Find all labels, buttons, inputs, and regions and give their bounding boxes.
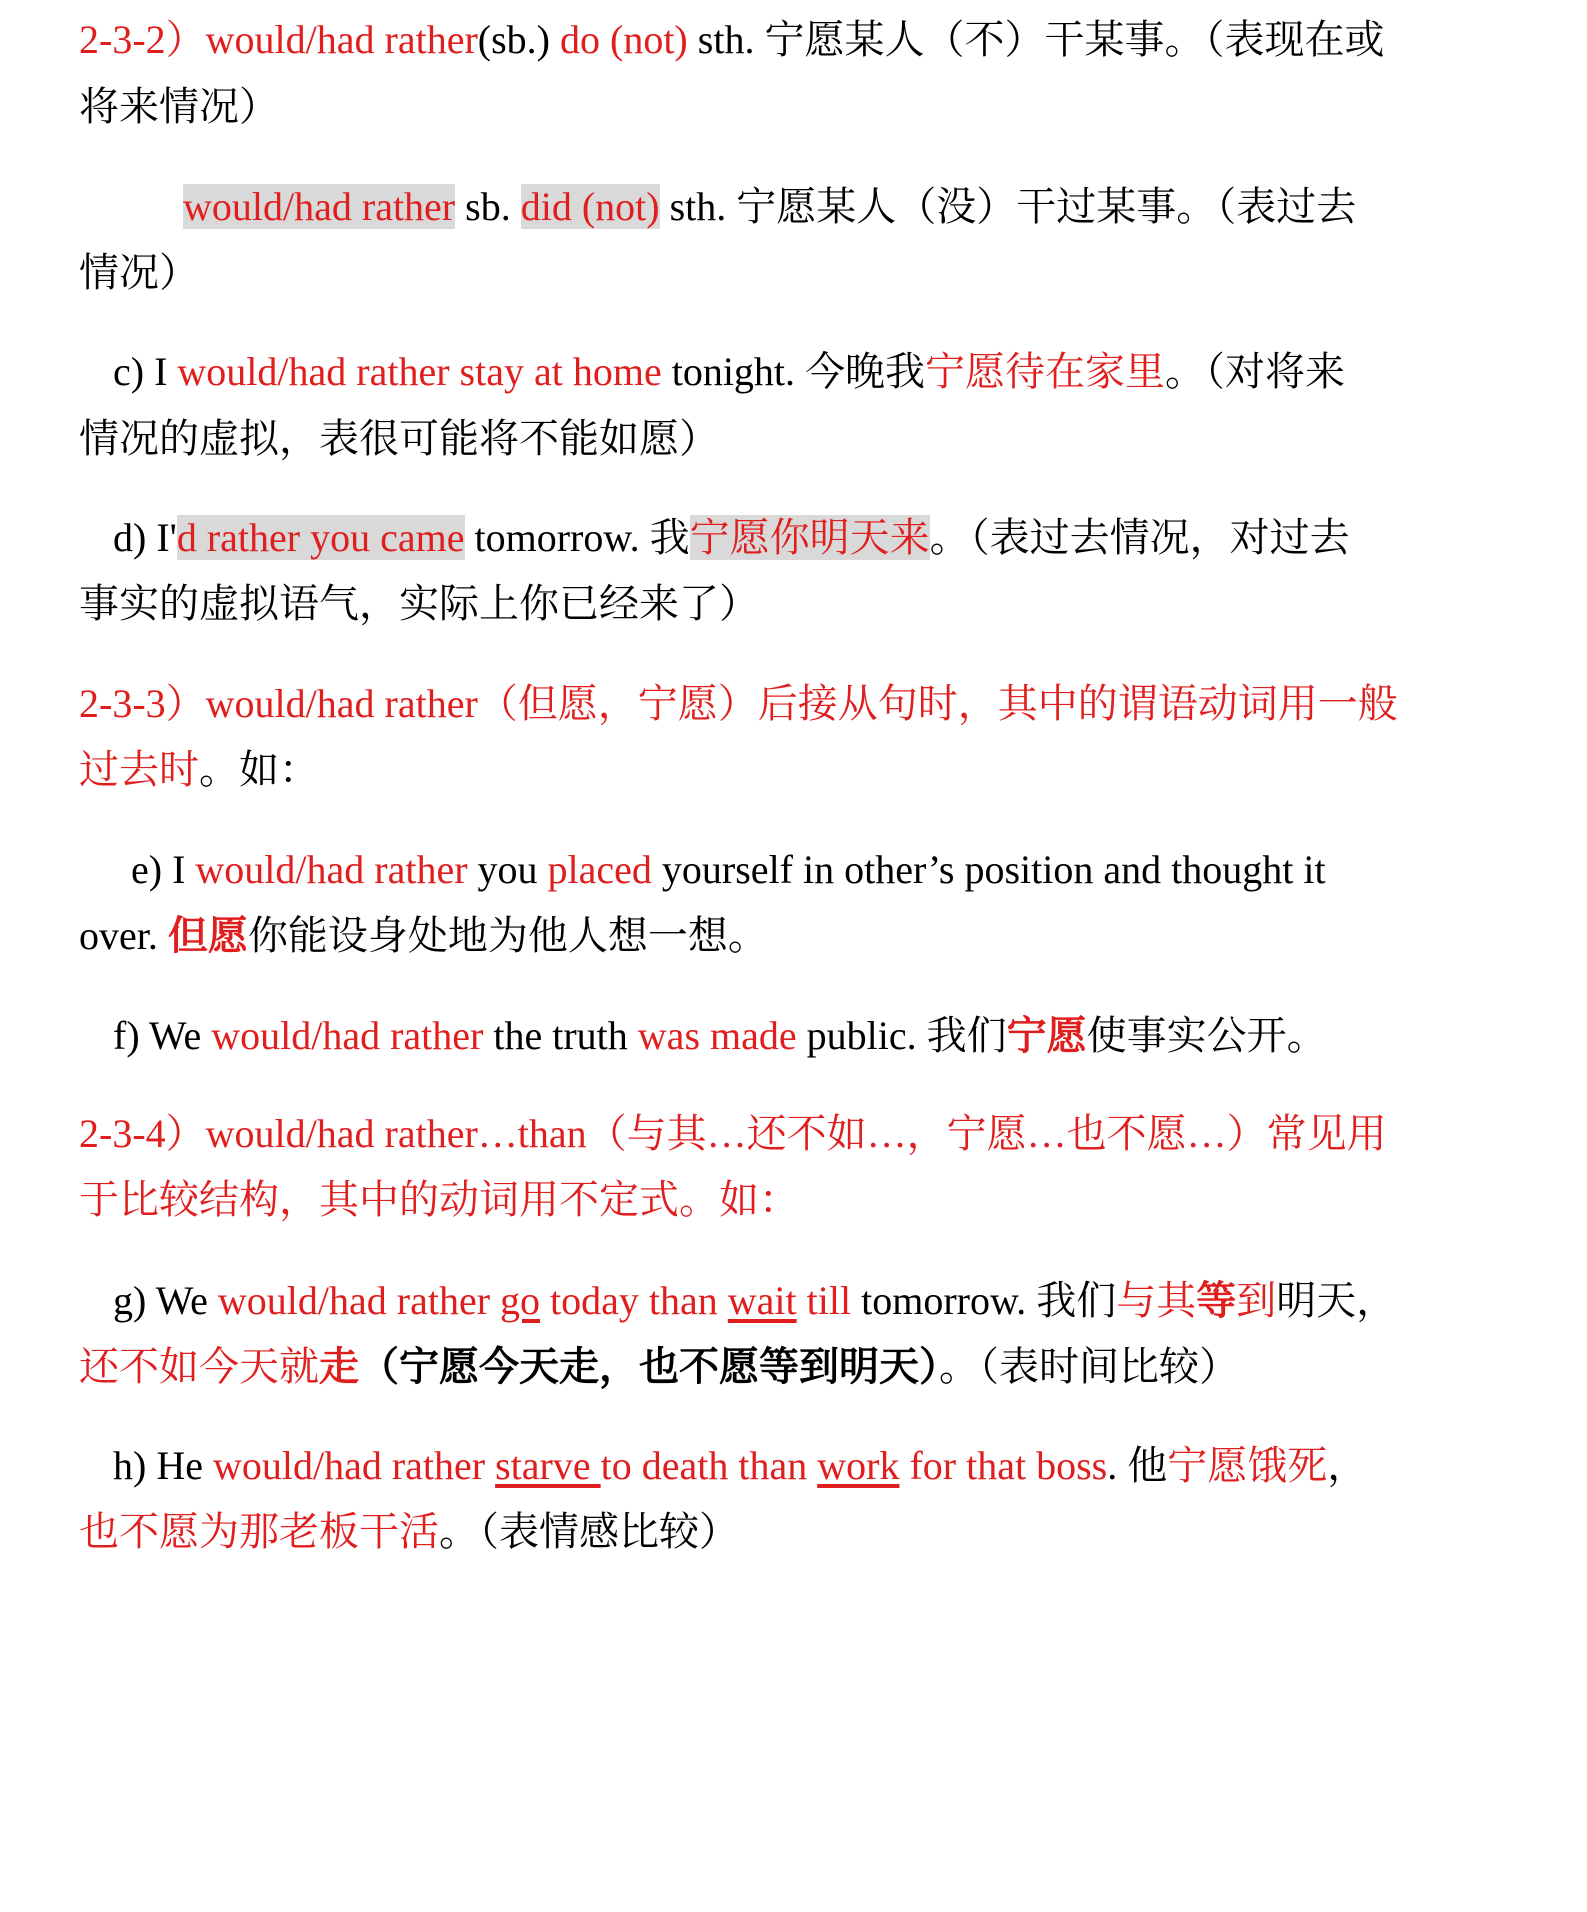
- section-2-3-3-line-1: [79, 678, 1587, 730]
- keyword: 到: [1236, 1278, 1277, 1323]
- underlined-keyword: starve: [495, 1443, 601, 1488]
- example-e-line-1: [131, 844, 1587, 896]
- keyword: was made: [637, 1013, 797, 1058]
- text: g) We: [113, 1278, 218, 1323]
- text: over.: [79, 913, 168, 958]
- section-heading: 2-3-4）would/had rather…than（与其…还不如…，宁愿…也不愿…）常见用: [79, 1111, 1387, 1156]
- text: sth. 宁愿某人（不）干某事。（表现在或: [687, 17, 1385, 62]
- text: . 他: [1107, 1443, 1168, 1488]
- example-g-line-1: [113, 1275, 1587, 1327]
- highlighted-keyword: did (not): [520, 184, 660, 229]
- text: tomorrow. 我们: [851, 1278, 1117, 1323]
- example-c-line-1: [113, 346, 1587, 398]
- keyword: would/had rather: [217, 1278, 501, 1323]
- section-2-3-3-line-2: [79, 744, 1587, 796]
- text: sth. 宁愿某人（没）干过某事。（表过去: [659, 184, 1357, 229]
- text: d) I': [113, 515, 177, 560]
- keyword: would/had rather: [211, 1013, 484, 1058]
- section-heading: 过去时: [79, 747, 199, 792]
- section-2-3-4-line-2: [79, 1174, 1587, 1226]
- keyword: 宁愿: [1006, 1013, 1087, 1058]
- keyword: for that boss: [899, 1443, 1108, 1488]
- text: 明天，: [1276, 1278, 1397, 1323]
- text: tomorrow. 我: [464, 515, 690, 560]
- highlighted-keyword: 宁愿你明天来: [689, 515, 930, 560]
- text: the truth: [483, 1013, 638, 1058]
- keyword: do (not): [560, 17, 688, 62]
- bold-text: （宁愿今天走，也不愿等到明天）: [359, 1344, 939, 1389]
- text: 。（表时间比较）: [939, 1344, 1239, 1389]
- section-2-3-2-line-1: [79, 14, 1587, 66]
- text: 使事实公开。: [1086, 1013, 1327, 1058]
- text: yourself in other’s position and thought it: [651, 847, 1326, 892]
- example-e-line-2: [79, 910, 1587, 962]
- text: you: [467, 847, 548, 892]
- example-f-line-1: [113, 1010, 1587, 1062]
- section-2-3-2-line-2: [79, 81, 1587, 133]
- text: 。（表过去情况，对过去: [929, 515, 1350, 560]
- keyword: would/had rather stay at home: [177, 349, 662, 394]
- example-g-line-2: [79, 1341, 1587, 1393]
- example-d-line-2: [79, 578, 1587, 630]
- text: f) We: [113, 1013, 212, 1058]
- keyword: till: [796, 1278, 852, 1323]
- text: 情况的虚拟，表很可能将不能如愿）: [79, 416, 719, 461]
- keyword: 与其: [1116, 1278, 1197, 1323]
- keyword: to death than: [600, 1443, 818, 1488]
- section-2-3-4-line-1: [79, 1108, 1587, 1160]
- example-d-line-1: [113, 512, 1587, 564]
- text: 将来情况）: [79, 84, 279, 129]
- text: 情况）: [79, 250, 199, 295]
- keyword: 宁愿待在家里: [925, 349, 1166, 394]
- keyword: 但愿: [167, 913, 248, 958]
- text: (sb.): [477, 17, 560, 62]
- highlighted-keyword: d rather you came: [176, 515, 465, 560]
- text: h) He: [113, 1443, 213, 1488]
- example-c-line-2: [79, 413, 1587, 465]
- keyword: 宁愿饿死: [1167, 1443, 1328, 1488]
- keyword: today than: [540, 1278, 728, 1323]
- underlined-keyword: go: [500, 1278, 541, 1323]
- section-heading: 2-3-2）would/had rather: [79, 17, 478, 62]
- highlighted-keyword: would/had rather: [183, 184, 456, 229]
- text: e) I: [131, 847, 196, 892]
- text: sb.: [455, 184, 521, 229]
- keyword: 等: [1196, 1278, 1237, 1323]
- keyword: would/had rather: [195, 847, 468, 892]
- section-2-3-2-line-3: [183, 181, 1587, 233]
- text: 。（表情感比较）: [439, 1509, 739, 1554]
- keyword: 也不愿为那老板干活: [79, 1509, 439, 1554]
- text: tonight. 今晚我: [661, 349, 926, 394]
- text: public. 我们: [796, 1013, 1007, 1058]
- underlined-keyword: work: [817, 1443, 900, 1488]
- keyword: 走: [319, 1344, 359, 1389]
- underlined-keyword: wait: [727, 1278, 797, 1323]
- text: 。如：: [199, 747, 319, 792]
- text: 。（对将来: [1165, 349, 1346, 394]
- section-2-3-2-line-4: [79, 247, 1587, 299]
- text: 你能设身处地为他人想一想。: [247, 913, 768, 958]
- text: ，: [1327, 1443, 1368, 1488]
- section-heading: 于比较结构，其中的动词用不定式。如：: [79, 1177, 799, 1222]
- keyword: placed: [547, 847, 652, 892]
- example-h-line-1: [113, 1440, 1587, 1492]
- section-heading: 2-3-3）would/had rather（但愿，宁愿）后接从句时，其中的谓语动词用一般: [79, 681, 1398, 726]
- keyword: 还不如今天就: [79, 1344, 319, 1389]
- text: 事实的虚拟语气，实际上你已经来了）: [79, 581, 759, 626]
- example-h-line-2: [79, 1506, 1587, 1558]
- text: c) I: [113, 349, 178, 394]
- keyword: would/had rather: [212, 1443, 496, 1488]
